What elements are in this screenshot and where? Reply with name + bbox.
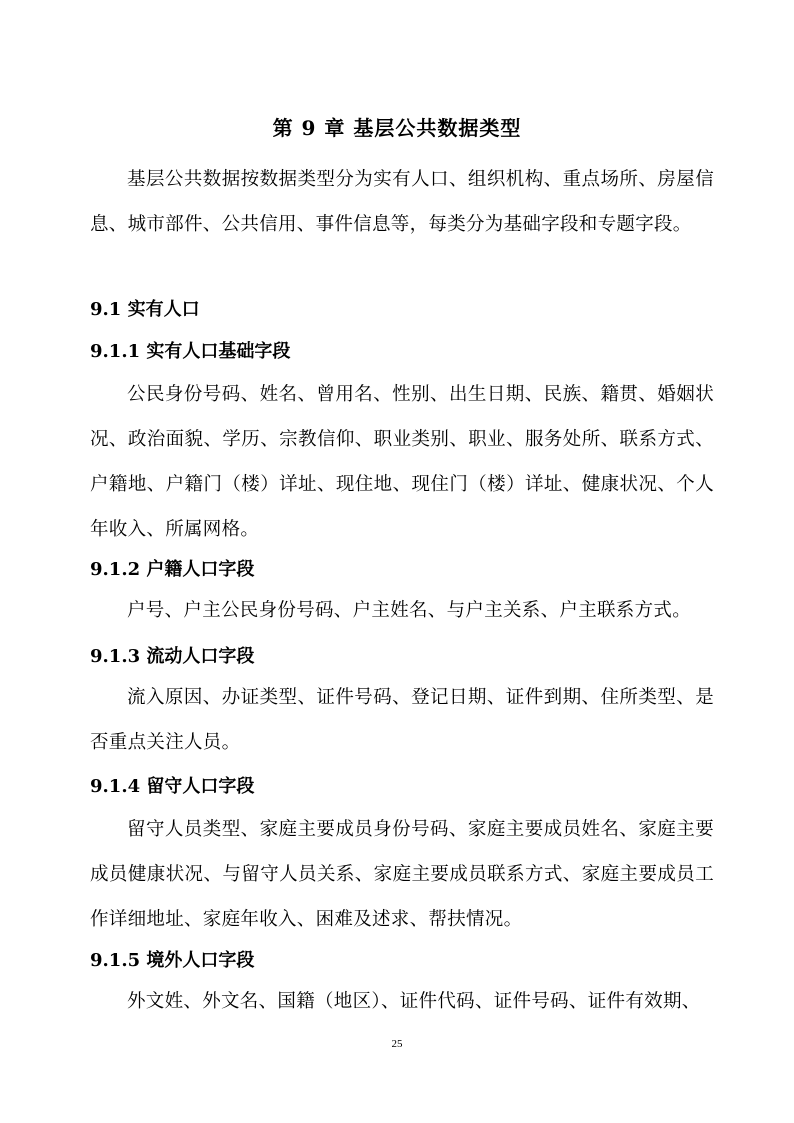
- section-body-9-1-3: 流入原因、办证类型、证件号码、登记日期、证件到期、住所类型、是否重点关注人员。: [90, 687, 714, 753]
- section-heading-9-1-3: 9.1.3 流动人口字段: [90, 646, 255, 667]
- chapter-title: 第 9 章 基层公共数据类型: [272, 116, 522, 140]
- section-heading-9-1-1: 9.1.1 实有人口基础字段: [90, 341, 291, 362]
- section-body-9-1-1: 公民身份号码、姓名、曾用名、性别、出生日期、民族、籍贯、婚姻状况、政治面貌、学历、宗教信仰、职业类别、职业、服务处所、联系方式、户籍地、户籍门（楼）详址、现住地、现住门（楼）详址、健康状况、个人年收入、所属网格。: [90, 384, 714, 540]
- section-heading-9-1: 9.1 实有人口: [90, 299, 200, 320]
- section-body-9-1-5: 外文姓、外文名、国籍（地区）、证件代码、证件号码、证件有效期、: [127, 991, 701, 1012]
- section-body-9-1-4: 留守人员类型、家庭主要成员身份号码、家庭主要成员姓名、家庭主要成员健康状况、与留守人员关系、家庭主要成员联系方式、家庭主要成员工作详细地址、家庭年收入、困难及述求、帮扶情况。: [90, 819, 714, 930]
- section-heading-9-1-5: 9.1.5 境外人口字段: [90, 950, 255, 971]
- page-number: 25: [391, 1038, 403, 1050]
- intro-paragraph: 基层公共数据按数据类型分为实有人口、组织机构、重点场所、房屋信息、城市部件、公共信用、事件信息等，每类分为基础字段和专题字段。: [90, 169, 714, 235]
- section-body-9-1-2: 户号、户主公民身份号码、户主姓名、与户主关系、户主联系方式。: [127, 600, 692, 621]
- section-heading-9-1-2: 9.1.2 户籍人口字段: [90, 559, 255, 580]
- section-heading-9-1-4: 9.1.4 留守人口字段: [90, 776, 255, 797]
